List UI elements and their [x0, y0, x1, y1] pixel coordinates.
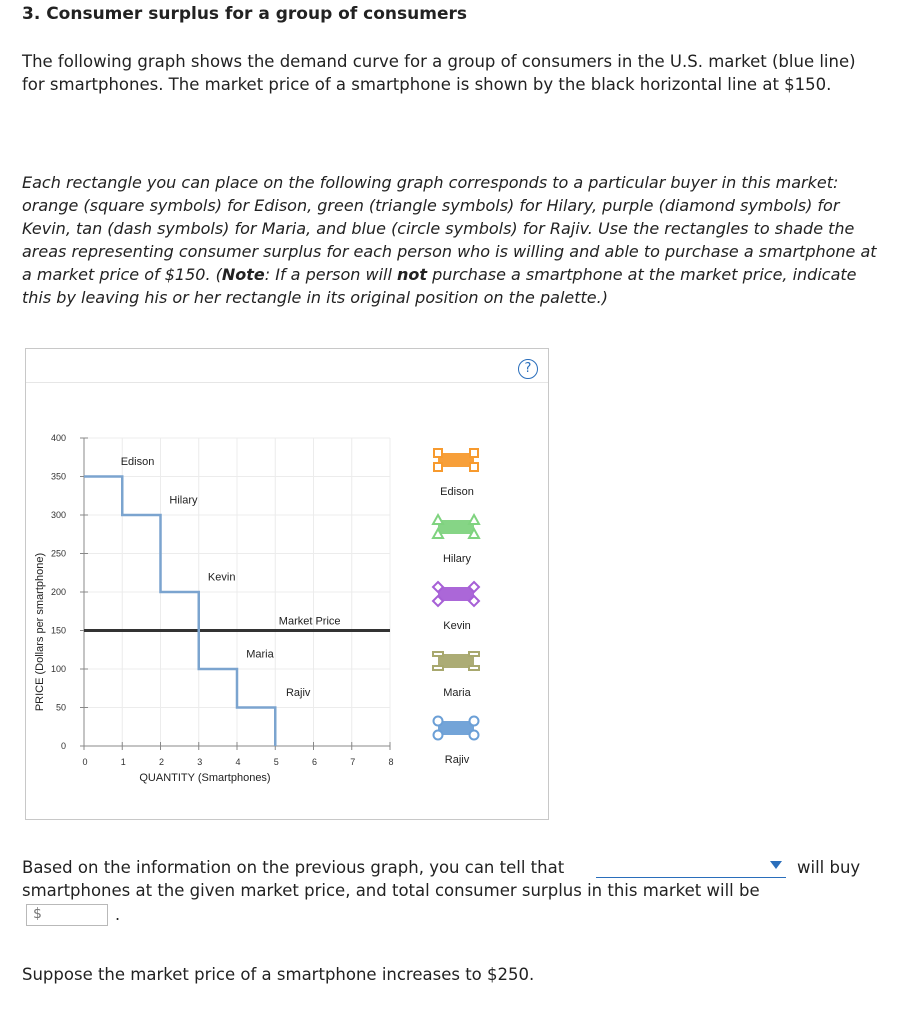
consumer-surplus-field[interactable] — [26, 904, 108, 926]
palette-label-rajiv: Rajiv — [444, 754, 470, 766]
question-text-line2: smartphones at the given market price, and total consumer surplus in this market will be — [22, 881, 760, 900]
series-group — [84, 477, 275, 747]
x-axis-label: QUANTITY (Smartphones) — [139, 772, 271, 784]
y-tick-label: 250 — [50, 548, 66, 559]
buyer-label-rajiv: Rajiv — [285, 686, 311, 699]
y-tick-label: 200 — [50, 587, 66, 597]
corner-circle-icon — [434, 731, 443, 740]
instructions-text — [22, 171, 882, 309]
x-tick-label: 7 — [350, 757, 356, 767]
corner-triangle-icon — [469, 515, 479, 524]
palette-rect-rajiv[interactable] — [434, 717, 479, 740]
x-tick-label: 2 — [158, 757, 165, 767]
followup-text: Suppose the market price of a smartphone increases to $250. — [22, 965, 535, 984]
buyers-dropdown[interactable] — [596, 857, 786, 878]
y-tick-label: 100 — [50, 664, 66, 674]
corner-square-icon — [470, 449, 478, 457]
palette-label-kevin: Kevin — [443, 620, 471, 632]
corner-circle-icon — [470, 731, 479, 740]
x-tick-label: 1 — [120, 757, 126, 767]
palette-label-edison: Edison — [440, 486, 474, 498]
corner-triangle-icon — [433, 515, 443, 524]
y-tick-label: 400 — [50, 433, 66, 443]
buyer-label-hilary: Hilary — [169, 494, 198, 507]
palette-label-hilary: Hilary — [442, 553, 472, 565]
palette-rect-maria[interactable] — [433, 652, 479, 670]
corner-dash-icon — [469, 652, 479, 656]
note-label: Note — [221, 265, 265, 284]
palette-rect-edison[interactable] — [434, 449, 478, 471]
market-price-label: Market Price — [278, 615, 341, 628]
palette-label-maria: Maria — [443, 687, 471, 699]
x-tick-label: 8 — [388, 757, 394, 767]
corner-dash-icon — [433, 666, 443, 670]
buyer-label-edison: Edison — [120, 455, 155, 468]
corner-circle-icon — [434, 717, 443, 726]
corner-circle-icon — [470, 717, 479, 726]
palette-group — [433, 449, 479, 766]
x-tick-label: 0 — [82, 757, 88, 767]
instructions-part2: : If a person will — [264, 265, 398, 284]
corner-square-icon — [434, 463, 442, 471]
question-heading: 3. Consumer surplus for a group of consumers — [22, 4, 467, 24]
dollar-sign: $ — [33, 906, 42, 922]
corner-dash-icon — [469, 666, 479, 670]
palette-rect-hilary[interactable] — [433, 515, 479, 538]
rect-body-rajiv — [438, 721, 474, 735]
intro-text: The following graph shows the demand curve for a group of consumers in the U.S. market (blue line) for smartphones. The market price of a smartphone is shown by the black horizontal line at $150. — [22, 52, 856, 94]
y-tick-label: 350 — [50, 471, 66, 482]
rect-body-edison — [438, 453, 474, 467]
instructions-part1: Each rectangle you can place on the following graph corresponds to a particular buyer in this market: orange (square symbols) for Edison, green (triangle symbols) for Hilary, purple (diamond symbols) for Kevin, tan (dash symbols) for Maria, and blue (circle symbols) for Rajiv. Use the rectangles to shade the areas representing consumer surplus for each person who is willing and able to purchase a smartphone at a market price of $150. ( — [22, 173, 877, 284]
y-tick-label: 300 — [50, 510, 66, 520]
palette-rect-kevin[interactable] — [433, 582, 479, 606]
not-label: not — [397, 265, 428, 284]
x-tick-label: 3 — [197, 757, 203, 767]
rect-body-kevin — [438, 587, 474, 601]
x-tick-label: 5 — [273, 757, 279, 767]
demand-curve — [84, 477, 275, 747]
y-tick-label: 0 — [60, 741, 66, 751]
buyer-label-maria: Maria — [246, 648, 274, 661]
question-text-part2: will buy — [797, 858, 861, 877]
rect-body-hilary — [438, 520, 474, 534]
instructions-part3: purchase a smartphone at the market price, indicate this by leaving his or her rectangle in its original position on the palette.) — [22, 265, 857, 307]
corner-square-icon — [434, 449, 442, 457]
y-axis-label: PRICE (Dollars per smartphone) — [34, 552, 46, 712]
x-tick-label: 4 — [235, 757, 241, 767]
consumer-surplus-input[interactable] — [43, 905, 109, 927]
y-tick-label: 50 — [55, 702, 66, 713]
axes — [34, 433, 394, 784]
help-icon[interactable]: ? — [518, 359, 538, 379]
corner-square-icon — [470, 463, 478, 471]
buyer-label-kevin: Kevin — [207, 571, 236, 584]
dropdown-arrow-icon[interactable] — [770, 861, 782, 869]
corner-dash-icon — [433, 652, 443, 656]
chart-area — [26, 349, 548, 819]
graph-panel — [25, 348, 549, 820]
question-period: . — [115, 905, 121, 924]
x-tick-label: 6 — [311, 757, 318, 767]
question-text-part1: Based on the information on the previous graph, you can tell that — [22, 858, 565, 877]
annotations-group — [121, 456, 311, 699]
y-tick-label: 150 — [50, 625, 66, 636]
